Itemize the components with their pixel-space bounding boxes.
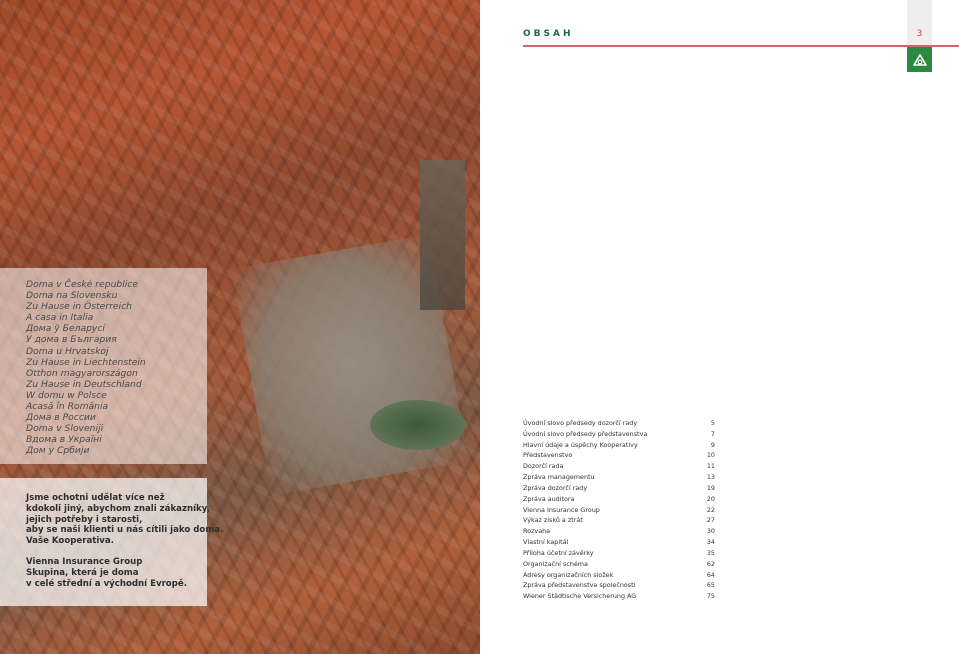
toc-page: 34 xyxy=(706,538,715,547)
greeting-item: У дома в България xyxy=(26,334,117,346)
toc-label: Zpráva managementu xyxy=(523,473,595,482)
toc-label: Dozorčí rada xyxy=(523,462,564,471)
toc-label: Vienna Insurance Group xyxy=(523,505,600,514)
toc-page: 11 xyxy=(706,462,715,471)
greetings-list xyxy=(26,279,206,457)
contents-heading: OBSAH xyxy=(523,29,574,39)
toc-label: Výkaz zisků a ztrát xyxy=(523,516,583,525)
toc-item[interactable] xyxy=(523,580,715,591)
greeting-item: A casa in Italia xyxy=(26,312,94,324)
greeting-item: Zu Hause in Österreich xyxy=(26,301,132,313)
toc-item[interactable] xyxy=(523,418,715,429)
greeting-item: Zu Hause in Liechtenstein xyxy=(26,356,146,368)
monument-fountain xyxy=(370,400,465,450)
toc-label: Hlavní údaje a úspěchy Kooperativy xyxy=(523,440,638,449)
toc-page: 19 xyxy=(706,483,715,492)
toc-label: Wiener Städtische Versicherung AG xyxy=(523,592,637,601)
toc-item[interactable] xyxy=(523,526,715,537)
toc-page: 7 xyxy=(710,429,715,438)
toc-page: 64 xyxy=(706,570,715,579)
toc-item[interactable] xyxy=(523,429,715,440)
toc-label: Úvodní slovo předsedy představenstva xyxy=(523,429,648,438)
greeting-item: Doma na Slovensku xyxy=(26,290,118,302)
toc-item[interactable] xyxy=(523,472,715,483)
toc-page: 22 xyxy=(706,505,715,514)
toc-page: 13 xyxy=(706,473,715,482)
toc-item[interactable] xyxy=(523,440,715,451)
toc-page: 75 xyxy=(706,592,715,601)
toc-page: 35 xyxy=(706,548,715,557)
toc-item[interactable] xyxy=(523,505,715,516)
toc-page: 10 xyxy=(706,451,715,460)
toc-label: Zpráva auditora xyxy=(523,494,575,503)
slogan-text xyxy=(26,493,224,589)
greeting-item: Дома ў Беларусі xyxy=(26,323,105,335)
toc-item[interactable] xyxy=(523,450,715,461)
toc-label: Organizační schéma xyxy=(523,559,588,568)
toc-item[interactable] xyxy=(523,559,715,570)
heading-rule xyxy=(523,45,959,47)
toc-page: 9 xyxy=(710,440,715,449)
toc-item[interactable] xyxy=(523,570,715,581)
greeting-item: Дома в России xyxy=(26,412,96,424)
greeting-item: Doma v České republice xyxy=(26,279,139,290)
greeting-item: Zu Hause in Deutschland xyxy=(26,378,142,390)
toc-item[interactable] xyxy=(523,483,715,494)
table-of-contents xyxy=(523,418,715,602)
toc-page: 20 xyxy=(706,494,715,503)
slogan-line: kdokoli jiný, abychom znali zákazníky, xyxy=(26,503,210,514)
group-line: Vienna Insurance Group xyxy=(26,556,143,567)
greeting-item: Acasă în România xyxy=(26,401,109,413)
toc-page: 30 xyxy=(706,527,715,536)
toc-item[interactable] xyxy=(523,548,715,559)
toc-page: 65 xyxy=(706,581,715,590)
toc-label: Zpráva představenstva společnosti xyxy=(523,581,636,590)
toc-page: 5 xyxy=(710,419,715,427)
clock-tower xyxy=(420,160,465,310)
slogan-line: aby se naši klienti u nás cítili jako doma. xyxy=(26,525,224,536)
kooperativa-logo-icon xyxy=(907,47,932,72)
group-line: v celé střední a východní Evropě. xyxy=(26,578,187,589)
slogan-line: Jsme ochotni udělat více než xyxy=(26,493,165,503)
slogan-line: jejich potřeby i starosti, xyxy=(26,514,143,525)
greeting-item: W domu w Polsce xyxy=(26,389,107,401)
toc-label: Úvodní slovo předsedy dozorčí rady xyxy=(523,419,638,427)
page-number: 3 xyxy=(916,29,923,39)
greeting-item: Doma v Sloveniji xyxy=(26,423,104,435)
toc-label: Zpráva dozorčí rady xyxy=(523,483,588,492)
toc-item[interactable] xyxy=(523,494,715,505)
toc-label: Vlastní kapitál xyxy=(523,538,569,547)
toc-item[interactable] xyxy=(523,537,715,548)
toc-item[interactable] xyxy=(523,591,715,602)
group-line: Skupina, která je doma xyxy=(26,567,139,578)
toc-item[interactable] xyxy=(523,515,715,526)
slogan-line: Vaše Kooperativa. xyxy=(26,536,114,547)
toc-label: Představenstvo xyxy=(523,451,573,460)
greeting-item: Doma u Hrvatskoj xyxy=(26,345,109,357)
toc-item[interactable] xyxy=(523,461,715,472)
toc-label: Rozvaha xyxy=(523,527,551,536)
greeting-item: Otthon magyarországon xyxy=(26,367,138,379)
greeting-item: Вдома в Україні xyxy=(26,434,102,446)
toc-label: Adresy organizačních složek xyxy=(523,570,614,579)
toc-page: 62 xyxy=(706,559,715,568)
toc-label: Příloha účetní závěrky xyxy=(523,548,594,557)
toc-page: 27 xyxy=(706,516,715,525)
greeting-item: Дом у Србији xyxy=(26,445,90,457)
